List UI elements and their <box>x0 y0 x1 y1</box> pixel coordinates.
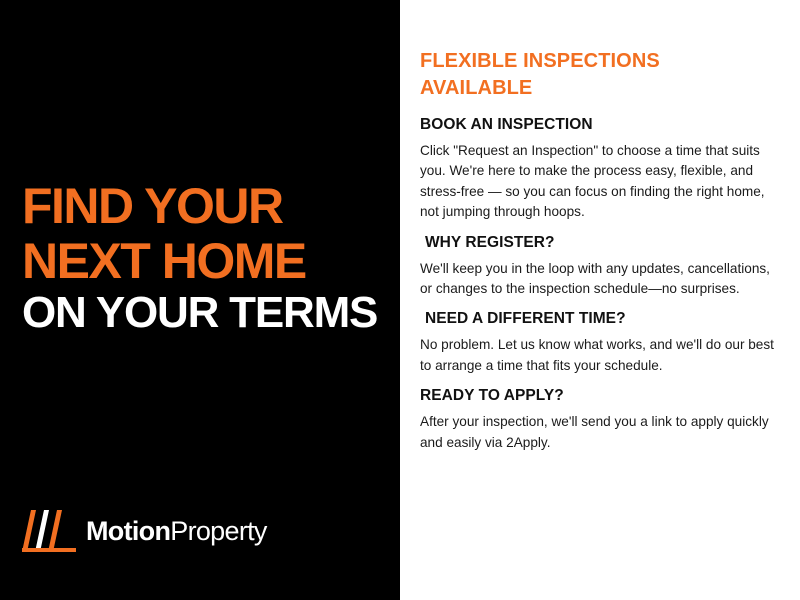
section-body: No problem. Let us know what works, and we'll do our best to arrange a time that fits your schedule. <box>420 337 774 373</box>
motion-property-logo-icon <box>22 510 76 552</box>
section-ready-to-apply <box>420 387 784 453</box>
brand-logo-text <box>86 516 267 547</box>
hero-headline-line-3: ON YOUR TERMS <box>22 288 378 337</box>
brand-logo-text-light: Property <box>170 515 267 546</box>
section-body: After your inspection, we'll send you a link to apply quickly and easily via 2Apply. <box>420 414 769 450</box>
section-need-a-different-time <box>420 310 784 376</box>
section-why-register <box>420 234 784 300</box>
section-heading: WHY REGISTER? <box>425 233 555 251</box>
section-book-an-inspection <box>420 116 784 223</box>
brand-logo-text-bold: Motion <box>86 515 171 546</box>
section-heading: BOOK AN INSPECTION <box>420 116 593 133</box>
hero-headline <box>22 180 388 339</box>
section-heading: READY TO APPLY? <box>420 387 564 405</box>
hero-headline-line-2: NEXT HOME <box>22 233 306 289</box>
content-panel <box>400 0 800 600</box>
hero-headline-line-1: FIND YOUR <box>22 178 283 234</box>
section-body: Click "Request an Inspection" to choose a time that suits you. We're here to make the process easy, flexible, and stress-free — so you can focus on finding the right home, not jumping through hoops. <box>420 143 765 220</box>
brand-logo <box>22 510 267 552</box>
content-eyebrow-heading: FLEXIBLE INSPECTIONS AVAILABLE <box>420 50 660 99</box>
section-body: We'll keep you in the loop with any updates, cancellations, or changes to the inspection schedule—no surprises. <box>420 260 770 296</box>
section-heading: NEED A DIFFERENT TIME? <box>425 310 626 328</box>
